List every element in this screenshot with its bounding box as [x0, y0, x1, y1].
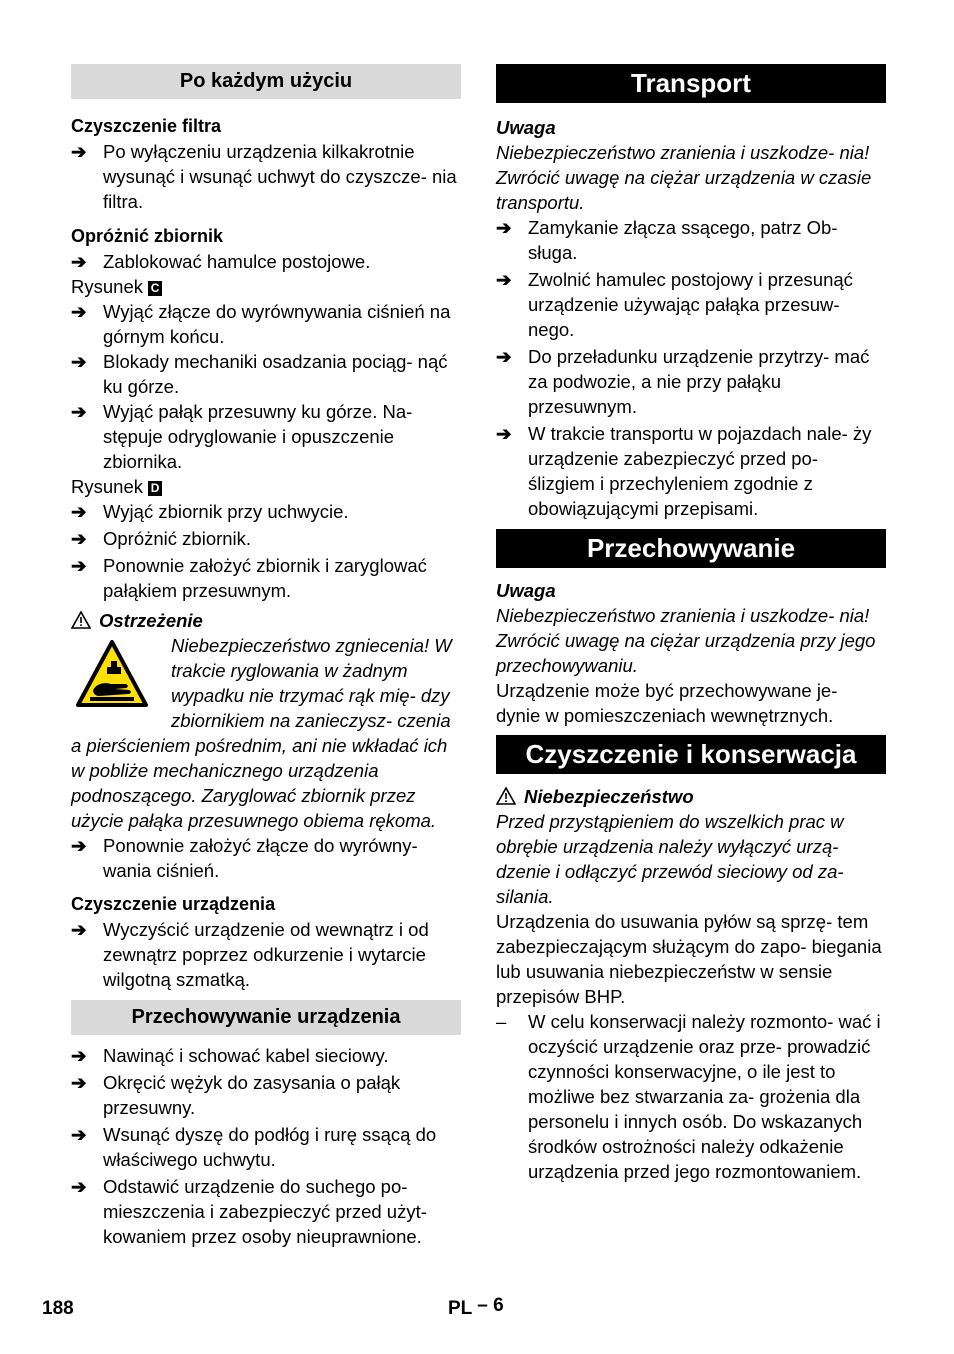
section-header-after-use: Po każdym użyciu — [71, 64, 461, 99]
arrow-icon: ➔ — [71, 1072, 87, 1093]
arrow-icon: ➔ — [71, 301, 87, 322]
hand-crush-hazard-icon — [75, 639, 149, 709]
filter-cleaning-title: Czyszczenie filtra — [71, 116, 222, 136]
section-header-care: Czyszczenie i konserwacja — [496, 735, 886, 774]
arrow-icon: ➔ — [71, 919, 87, 940]
arrow-icon: ➔ — [496, 269, 512, 290]
list-item: ➔ Wyczyścić urządzenie od wewnątrz i od zewnątrz poprzez odkurzenie i wytarcie wilgotną szmatką. — [71, 919, 429, 990]
care-text: Urządzenia do usuwania pyłów są sprzę- tem zabezpieczającym służącym do zapo- biegania lub usuwania niebezpieczeństw w sensie przepisów BHP. — [496, 911, 882, 1007]
warning-triangle-icon — [496, 787, 516, 805]
arrow-icon: ➔ — [71, 251, 87, 272]
list-item: ➔ Ponownie założyć złącze do wyrówny- wania ciśnień. — [71, 835, 418, 881]
figure-ref-d: Rysunek D — [71, 474, 461, 499]
figure-badge-c: C — [148, 281, 162, 296]
list-item: ➔ Okręcić wężyk do zasysania o pałąk przesuwny. — [71, 1072, 401, 1118]
dash-bullet: – — [496, 1011, 507, 1032]
arrow-icon: ➔ — [71, 501, 87, 522]
page-number: 188 — [42, 1298, 74, 1319]
arrow-icon: ➔ — [71, 1045, 87, 1066]
arrow-icon: ➔ — [71, 351, 87, 372]
warning-triangle-icon — [71, 611, 91, 629]
list-item: ➔ Odstawić urządzenie do suchego po- mieszczenia i zabezpieczyć przed użyt- kowaniem przez osoby nieuprawnione. — [71, 1176, 427, 1247]
list-item: ➔ Wsunąć dyszę do podłóg i rurę ssącą do właściwego uchwytu. — [71, 1124, 437, 1170]
list-item: ➔ Nawinąć i schować kabel sieciowy. — [71, 1045, 389, 1066]
list-item: ➔ Ponownie założyć zbiornik i zaryglować pałąkiem przesuwnym. — [71, 555, 427, 601]
footer-language: PL – 6 — [448, 1295, 504, 1319]
section-header-storage: Przechowywanie — [496, 529, 886, 568]
left-column — [71, 64, 461, 1249]
warning-box — [71, 633, 461, 833]
list-item: ➔ Blokady mechaniki osadzania pociąg- nąć ku górze. — [71, 351, 448, 397]
arrow-icon: ➔ — [71, 1124, 87, 1145]
arrow-icon: ➔ — [71, 1176, 87, 1197]
empty-tank-title: Opróżnić zbiornik — [71, 226, 224, 246]
arrow-icon: ➔ — [496, 423, 512, 444]
list-item: ➔ Wyjąć pałąk przesuwny ku górze. Na- stępuje odryglowanie i opuszczenie zbiornika. — [71, 401, 413, 472]
figure-badge-d: D — [148, 481, 162, 496]
warning-text: Niebezpieczeństwo zgniecenia! W trakcie ryglowania w żadnym wypadku nie trzymać rąk mię- dzy zbiornikiem na zanieczysz- czenia a pierścieniem pośrednim, ani nie wkładać ich w pobliże mechanicznego urządzenia podnoszącego. Zaryglować zbiornik przez użycie pałąka przesuwnego obiema rękoma. — [71, 635, 452, 831]
section-header-device-storage: Przechowywanie urządzenia — [71, 1000, 461, 1035]
list-item: – W celu konserwacji należy rozmonto- wać i oczyścić urządzenie oraz prze- prowadzić czynności konserwacyjne, o ile jest to możliwe bez stwarzania za- grożenia dla personelu i innych osób. Do wskazanych środków ostrożności należy odkażenie urządzenia przed jego rozmontowaniem. — [496, 1011, 881, 1182]
arrow-icon: ➔ — [496, 217, 512, 238]
figure-ref-c: Rysunek C — [71, 274, 461, 299]
arrow-icon: ➔ — [71, 401, 87, 422]
device-cleaning-title: Czyszczenie urządzenia — [71, 894, 276, 914]
storage-text: Urządzenie może być przechowywane je- dynie w pomieszczeniach wewnętrznych. — [496, 680, 838, 726]
right-column — [496, 64, 886, 1184]
list-item: ➔ W trakcie transportu w pojazdach nale- ży urządzenie zabezpieczyć przed po- ślizgiem i przechyleniem zgodnie z obowiązującymi przepisami. — [496, 423, 872, 519]
list-item: ➔ Do przeładunku urządzenie przytrzy- mać za podwozie, a nie przy pałąku przesuwnym. — [496, 346, 870, 417]
transport-note: Niebezpieczeństwo zranienia i uszkodze- nia! Zwrócić uwagę na ciężar urządzenia w czasie transportu. — [496, 142, 872, 213]
list-item: ➔ Wyjąć zbiornik przy uchwycie. — [71, 501, 349, 522]
warning-heading: Ostrzeżenie — [71, 608, 461, 633]
storage-note: Niebezpieczeństwo zranienia i uszkodze- nia! Zwrócić uwagę na ciężar urządzenia przy jego przechowywaniu. — [496, 605, 876, 676]
list-item: ➔ Opróżnić zbiornik. — [71, 528, 252, 549]
arrow-icon: ➔ — [496, 346, 512, 367]
arrow-icon: ➔ — [71, 555, 87, 576]
list-item: ➔ Zwolnić hamulec postojowy i przesunąć urządzenie używając pałąka przesuw- nego. — [496, 269, 853, 340]
list-item: ➔ Po wyłączeniu urządzenia kilkakrotnie wysunąć i wsunąć uchwyt do czyszcze- nia filtra. — [71, 141, 457, 212]
sub-page-number: – 6 — [477, 1295, 504, 1316]
section-header-transport: Transport — [496, 64, 886, 103]
danger-heading: Niebezpieczeństwo — [496, 784, 886, 809]
list-item: ➔ Zablokować hamulce postojowe. — [71, 251, 371, 272]
note-label: Uwaga — [496, 580, 556, 601]
danger-text: Przed przystąpieniem do wszelkich prac w obrębie urządzenia należy wyłączyć urzą- dzenie i odłączyć przewód sieciowy od za- silania. — [496, 811, 844, 907]
arrow-icon: ➔ — [71, 835, 87, 856]
arrow-icon: ➔ — [71, 141, 87, 162]
note-label: Uwaga — [496, 117, 556, 138]
list-item: ➔ Zamykanie złącza ssącego, patrz Ob- sługa. — [496, 217, 838, 263]
arrow-icon: ➔ — [71, 528, 87, 549]
list-item: ➔ Wyjąć złącze do wyrównywania ciśnień na górnym końcu. — [71, 301, 451, 347]
